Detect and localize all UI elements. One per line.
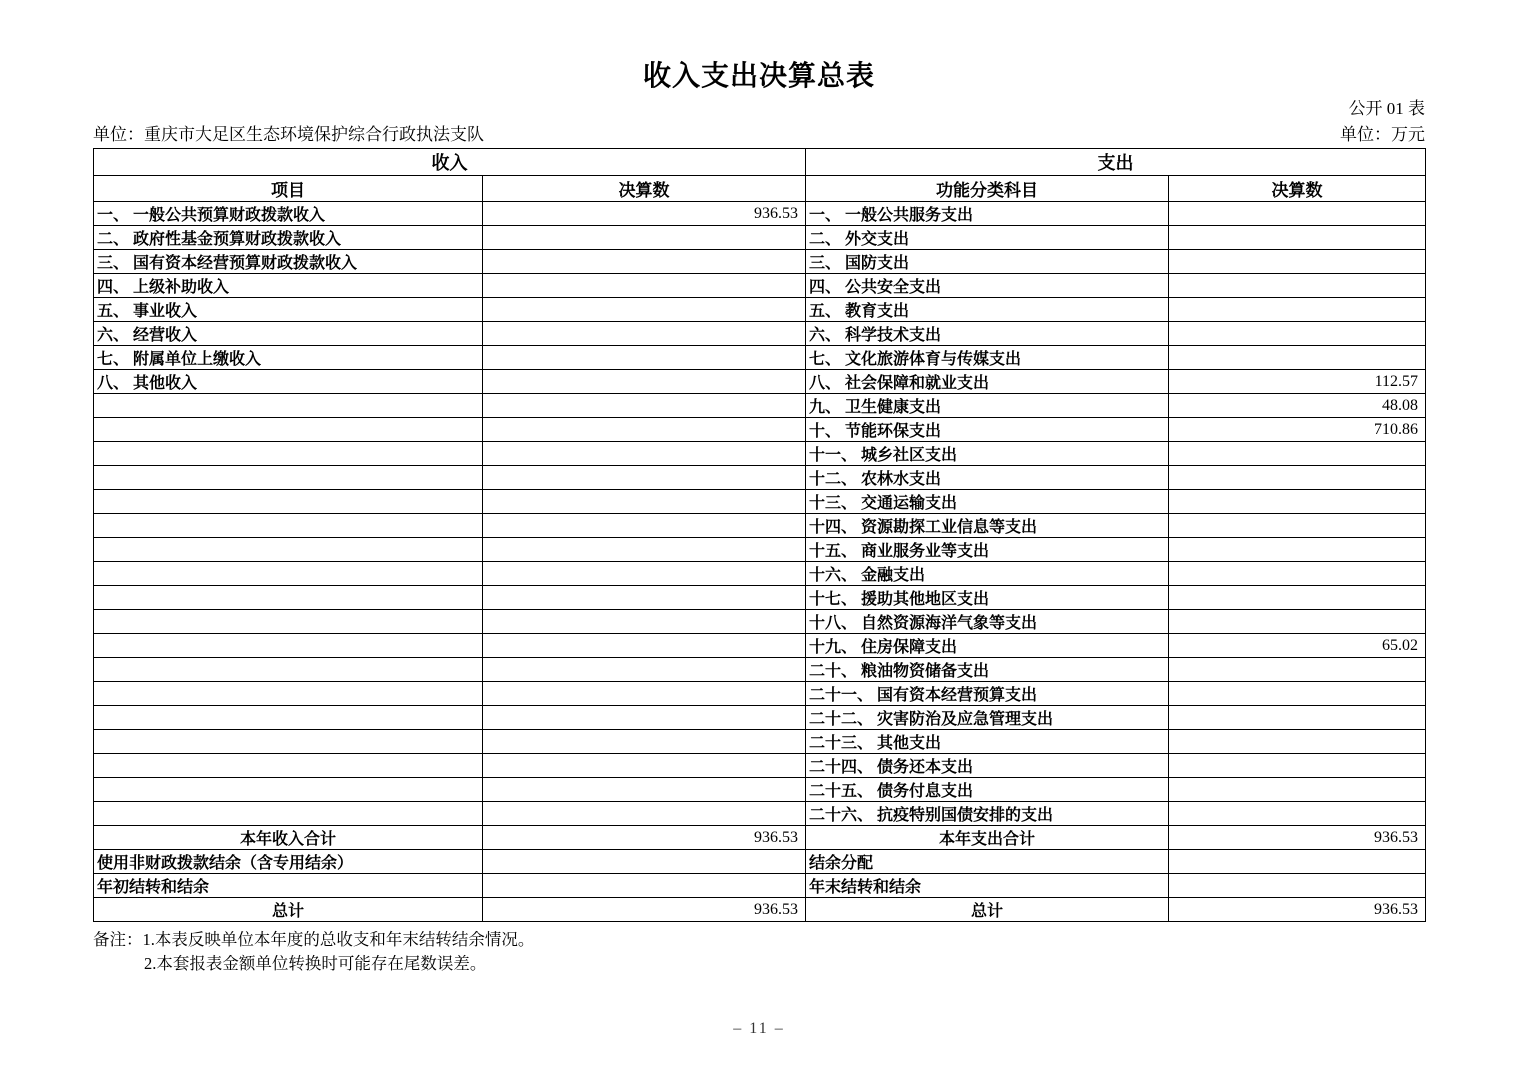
income-item-cell	[94, 730, 483, 754]
table-row	[94, 778, 1426, 802]
table-row	[94, 634, 1426, 658]
expense-item-cell: 十、 节能环保支出	[806, 418, 1169, 442]
expense-value-cell	[1169, 226, 1426, 250]
expense-item-column-header: 功能分类科目	[806, 176, 1169, 202]
expense-item-cell: 十七、 援助其他地区支出	[806, 586, 1169, 610]
table-row	[94, 202, 1426, 226]
income-footer-item-cell: 总计	[94, 898, 483, 922]
income-value-cell	[483, 226, 806, 250]
expense-value-cell	[1169, 802, 1426, 826]
income-footer-value-cell	[483, 850, 806, 874]
table-row	[94, 586, 1426, 610]
table-row	[94, 514, 1426, 538]
table-row	[94, 370, 1426, 394]
table-footer-row	[94, 826, 1426, 850]
income-footer-item-cell: 年初结转和结余	[94, 874, 483, 898]
expense-value-cell	[1169, 442, 1426, 466]
income-item-cell: 一、 一般公共预算财政拨款收入	[94, 202, 483, 226]
income-item-cell	[94, 418, 483, 442]
income-value-cell	[483, 442, 806, 466]
table-row	[94, 610, 1426, 634]
table-row	[94, 226, 1426, 250]
expense-value-cell	[1169, 562, 1426, 586]
expense-footer-value-cell	[1169, 874, 1426, 898]
table-row	[94, 322, 1426, 346]
expense-item-cell: 十二、 农林水支出	[806, 466, 1169, 490]
income-item-cell	[94, 706, 483, 730]
expense-value-cell	[1169, 322, 1426, 346]
expense-item-cell: 十八、 自然资源海洋气象等支出	[806, 610, 1169, 634]
expense-value-cell	[1169, 346, 1426, 370]
expense-footer-item-cell: 总计	[806, 898, 1169, 922]
income-item-cell: 二、 政府性基金预算财政拨款收入	[94, 226, 483, 250]
expense-value-cell	[1169, 754, 1426, 778]
income-item-cell: 七、 附属单位上缴收入	[94, 346, 483, 370]
expense-value-cell: 48.08	[1169, 394, 1426, 418]
org-unit-label: 单位：重庆市大足区生态环境保护综合行政执法支队	[93, 125, 484, 144]
note-2-text: 2.本套报表金额单位转换时可能存在尾数误差。	[144, 954, 487, 973]
income-value-cell	[483, 322, 806, 346]
expense-value-cell	[1169, 658, 1426, 682]
page-title: 收入支出决算总表	[642, 61, 875, 92]
income-item-cell	[94, 586, 483, 610]
money-unit-label: 单位：万元	[1340, 125, 1425, 144]
income-item-cell	[94, 490, 483, 514]
income-value-column-header: 决算数	[483, 176, 806, 202]
expense-item-cell: 一、 一般公共服务支出	[806, 202, 1169, 226]
expense-item-cell: 十四、 资源勘探工业信息等支出	[806, 514, 1169, 538]
income-value-cell	[483, 586, 806, 610]
expense-value-cell	[1169, 778, 1426, 802]
table-row	[94, 658, 1426, 682]
income-item-cell	[94, 682, 483, 706]
income-item-cell	[94, 562, 483, 586]
income-value-cell	[483, 298, 806, 322]
income-value-cell	[483, 634, 806, 658]
table-row	[94, 394, 1426, 418]
expense-item-cell: 二十六、 抗疫特别国债安排的支出	[806, 802, 1169, 826]
table-footer-row	[94, 850, 1426, 874]
income-value-cell	[483, 730, 806, 754]
expense-value-cell	[1169, 274, 1426, 298]
expense-item-cell: 八、 社会保障和就业支出	[806, 370, 1169, 394]
income-value-cell	[483, 706, 806, 730]
table-row	[94, 562, 1426, 586]
table-row	[94, 346, 1426, 370]
income-item-cell	[94, 514, 483, 538]
income-item-cell	[94, 778, 483, 802]
expense-item-cell: 十一、 城乡社区支出	[806, 442, 1169, 466]
expense-section-header: 支出	[806, 149, 1426, 176]
table-row	[94, 298, 1426, 322]
budget-summary-table	[93, 148, 1426, 922]
income-item-cell: 六、 经营收入	[94, 322, 483, 346]
income-item-cell: 八、 其他收入	[94, 370, 483, 394]
expense-value-cell	[1169, 490, 1426, 514]
note-line-1	[93, 928, 534, 952]
table-body	[94, 202, 1426, 922]
table-row	[94, 754, 1426, 778]
income-footer-value-cell: 936.53	[483, 898, 806, 922]
income-item-cell	[94, 802, 483, 826]
table-code-label: 公开 01 表	[1348, 99, 1425, 118]
expense-footer-value-cell	[1169, 850, 1426, 874]
expense-item-cell: 二十一、 国有资本经营预算支出	[806, 682, 1169, 706]
table-row	[94, 466, 1426, 490]
table-footer-row	[94, 898, 1426, 922]
expense-item-cell: 四、 公共安全支出	[806, 274, 1169, 298]
page-number: – 11 –	[733, 1020, 785, 1037]
income-value-cell	[483, 346, 806, 370]
expense-value-cell	[1169, 298, 1426, 322]
table-row	[94, 706, 1426, 730]
notes-block	[93, 928, 534, 976]
table-footer-row	[94, 874, 1426, 898]
expense-value-cell	[1169, 466, 1426, 490]
expense-value-cell	[1169, 586, 1426, 610]
expense-item-cell: 七、 文化旅游体育与传媒支出	[806, 346, 1169, 370]
expense-value-cell	[1169, 706, 1426, 730]
income-item-cell: 四、 上级补助收入	[94, 274, 483, 298]
income-item-cell: 三、 国有资本经营预算财政拨款收入	[94, 250, 483, 274]
income-section-header: 收入	[94, 149, 806, 176]
income-value-cell	[483, 418, 806, 442]
income-value-cell	[483, 394, 806, 418]
expense-value-cell	[1169, 682, 1426, 706]
expense-item-cell: 三、 国防支出	[806, 250, 1169, 274]
income-item-column-header: 项目	[94, 176, 483, 202]
table-row	[94, 274, 1426, 298]
expense-item-cell: 六、 科学技术支出	[806, 322, 1169, 346]
income-item-cell	[94, 610, 483, 634]
income-footer-value-cell	[483, 874, 806, 898]
income-footer-item-cell: 本年收入合计	[94, 826, 483, 850]
expense-footer-item-cell: 年末结转和结余	[806, 874, 1169, 898]
expense-item-cell: 九、 卫生健康支出	[806, 394, 1169, 418]
expense-value-cell	[1169, 730, 1426, 754]
expense-item-cell: 二十二、 灾害防治及应急管理支出	[806, 706, 1169, 730]
column-header-row	[94, 176, 1426, 202]
expense-value-cell	[1169, 250, 1426, 274]
income-item-cell	[94, 466, 483, 490]
income-item-cell	[94, 442, 483, 466]
income-value-cell	[483, 250, 806, 274]
expense-item-cell: 二、 外交支出	[806, 226, 1169, 250]
expense-item-cell: 十三、 交通运输支出	[806, 490, 1169, 514]
income-item-cell: 五、 事业收入	[94, 298, 483, 322]
expense-footer-item-cell: 结余分配	[806, 850, 1169, 874]
income-value-cell	[483, 370, 806, 394]
table-row	[94, 802, 1426, 826]
income-value-cell: 936.53	[483, 202, 806, 226]
table-row	[94, 730, 1426, 754]
income-item-cell	[94, 754, 483, 778]
expense-value-cell: 65.02	[1169, 634, 1426, 658]
income-value-cell	[483, 466, 806, 490]
expense-value-cell	[1169, 610, 1426, 634]
income-value-cell	[483, 538, 806, 562]
expense-item-cell: 二十四、 债务还本支出	[806, 754, 1169, 778]
expense-item-cell: 二十三、 其他支出	[806, 730, 1169, 754]
income-item-cell	[94, 658, 483, 682]
table-row	[94, 418, 1426, 442]
table-row	[94, 442, 1426, 466]
income-value-cell	[483, 490, 806, 514]
expense-item-cell: 二十、 粮油物资储备支出	[806, 658, 1169, 682]
section-header-row	[94, 149, 1426, 176]
income-value-cell	[483, 658, 806, 682]
expense-item-cell: 十五、 商业服务业等支出	[806, 538, 1169, 562]
income-footer-item-cell: 使用非财政拨款结余（含专用结余）	[94, 850, 483, 874]
expense-footer-value-cell: 936.53	[1169, 826, 1426, 850]
income-value-cell	[483, 802, 806, 826]
expense-value-column-header: 决算数	[1169, 176, 1426, 202]
unit-row	[93, 120, 1425, 145]
expense-value-cell	[1169, 514, 1426, 538]
income-value-cell	[483, 682, 806, 706]
expense-item-cell: 十九、 住房保障支出	[806, 634, 1169, 658]
table-row	[94, 490, 1426, 514]
expense-item-cell: 五、 教育支出	[806, 298, 1169, 322]
expense-item-cell: 十六、 金融支出	[806, 562, 1169, 586]
table-row	[94, 682, 1426, 706]
income-footer-value-cell: 936.53	[483, 826, 806, 850]
notes-label: 备注：	[93, 930, 143, 949]
income-value-cell	[483, 754, 806, 778]
income-value-cell	[483, 514, 806, 538]
expense-item-cell: 二十五、 债务付息支出	[806, 778, 1169, 802]
income-item-cell	[94, 394, 483, 418]
income-item-cell	[94, 538, 483, 562]
expense-value-cell: 112.57	[1169, 370, 1426, 394]
note-1-text: 1.本表反映单位本年度的总收支和年末结转结余情况。	[142, 930, 535, 949]
table-row	[94, 538, 1426, 562]
expense-value-cell	[1169, 202, 1426, 226]
income-value-cell	[483, 610, 806, 634]
income-item-cell	[94, 634, 483, 658]
income-value-cell	[483, 562, 806, 586]
income-value-cell	[483, 274, 806, 298]
expense-footer-item-cell: 本年支出合计	[806, 826, 1169, 850]
expense-value-cell: 710.86	[1169, 418, 1426, 442]
expense-footer-value-cell: 936.53	[1169, 898, 1426, 922]
expense-value-cell	[1169, 538, 1426, 562]
note-line-2	[93, 952, 534, 976]
income-value-cell	[483, 778, 806, 802]
table-row	[94, 250, 1426, 274]
